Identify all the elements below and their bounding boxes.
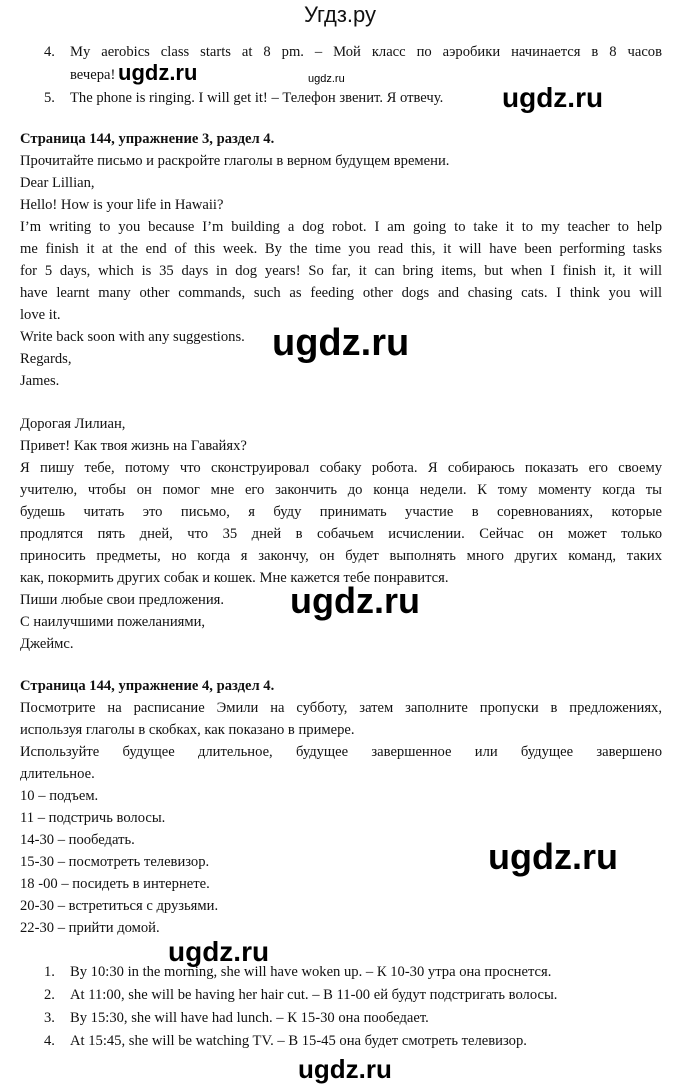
- answer-item: [44, 1008, 429, 1028]
- letter-line: Write back soon with any suggestions.: [20, 329, 245, 345]
- letter-line: Пиши любые свои предложения.: [20, 592, 224, 608]
- letter-line: Я пишу тебе, потому что сконструировал собаку робота. Я собираюсь показать его своему: [20, 460, 662, 476]
- letter-line: me finish it at the end of this week. By the time you read this, it will have been performing tasks: [20, 241, 662, 257]
- schedule-item: 14-30 – пообедать.: [20, 832, 135, 848]
- watermark: ugdz.ru: [118, 60, 198, 85]
- letter-line: Привет! Как твоя жизнь на Гавайях?: [20, 438, 247, 454]
- list-item: [44, 42, 662, 62]
- letter-line: будешь читать это письмо, я буду принимать участие в соревнованиях, которые: [20, 504, 662, 520]
- schedule-item: 18 -00 – посидеть в интернете.: [20, 876, 210, 892]
- answer-number: 4.: [44, 1033, 55, 1049]
- instruction-line: Посмотрите на расписание Эмили на субботу, затем заполните пропуски в предложениях,: [20, 700, 662, 716]
- letter-line: С наилучшими пожеланиями,: [20, 614, 206, 630]
- schedule-item: 22-30 – прийти домой.: [20, 920, 160, 936]
- list-item-continuation: вечера!: [70, 67, 116, 83]
- watermark: ugdz.ru: [298, 1054, 392, 1084]
- letter-line: Dear Lillian,: [20, 175, 95, 191]
- letter-line: I’m writing to you because I’m building a dog robot. I am going to take it to my teacher to help: [20, 219, 662, 235]
- instruction-line: Используйте будущее длительное, будущее завершенное или будущее завершено: [20, 744, 662, 760]
- answer-text: By 15:30, she will have had lunch. – К 15-30 она пообедает.: [70, 1010, 429, 1026]
- section-heading: Страница 144, упражнение 3, раздел 4.: [20, 131, 275, 147]
- section-heading: Страница 144, упражнение 4, раздел 4.: [20, 678, 275, 694]
- site-title: Угдз.ру: [303, 2, 377, 27]
- instruction-line: используя глаголы в скобках, как показано в примере.: [20, 722, 355, 738]
- schedule-item: 11 – подстричь волосы.: [20, 810, 166, 826]
- letter-line: как, покормить других собак и кошек. Мне кажется тебе понравится.: [20, 570, 449, 586]
- answer-item: [44, 1031, 527, 1051]
- letter-line: James.: [20, 373, 60, 389]
- answer-text: By 10:30 in the morning, she will have woken up. – К 10-30 утра она проснется.: [70, 964, 552, 980]
- letter-line: продлятся пять дней, что 35 дней в собачьем исчислении. Сейчас он может только: [20, 526, 662, 542]
- instruction-line: длительное.: [20, 766, 95, 782]
- list-number: 4.: [44, 44, 55, 60]
- list-text: The phone is ringing. I will get it! – Телефон звенит. Я отвечу.: [70, 90, 444, 106]
- answer-text: At 15:45, she will be watching TV. – В 15-45 она будет смотреть телевизор.: [70, 1033, 527, 1049]
- letter-line: Дорогая Лилиан,: [20, 416, 126, 432]
- letter-line: love it.: [20, 307, 61, 323]
- list-item: [44, 88, 443, 108]
- answer-number: 3.: [44, 1010, 55, 1026]
- letter-line: Regards,: [20, 351, 72, 367]
- answer-text: At 11:00, she will be having her hair cut. – В 11-00 ей будут подстригать волосы.: [70, 987, 558, 1003]
- watermark: ugdz.ru: [502, 82, 604, 113]
- watermark: ugdz.ru: [272, 322, 410, 364]
- watermark: ugdz.ru: [488, 836, 618, 877]
- list-number: 5.: [44, 90, 55, 106]
- watermark: ugdz.ru: [168, 936, 270, 967]
- watermark: ugdz.ru: [290, 580, 420, 621]
- letter-line: приносить предметы, но когда я закончу, он будет выполнять много других команд, таких: [20, 548, 662, 564]
- letter-line: have learnt many other commands, such as feeding other dogs and chasing cats. I think you will: [20, 285, 662, 301]
- schedule-item: 10 – подъем.: [20, 788, 99, 804]
- answer-item: [44, 985, 557, 1005]
- answer-number: 1.: [44, 964, 55, 980]
- letter-line: учителю, чтобы он помог мне его закончить до конца недели. К тому моменту когда ты: [20, 482, 662, 498]
- schedule-item: 15-30 – посмотреть телевизор.: [20, 854, 210, 870]
- letter-line: for 5 days, which is 35 days in dog years! So far, it can bring items, but when I finish it, it will: [20, 263, 662, 279]
- schedule-item: 20-30 – встретиться с друзьями.: [20, 898, 219, 914]
- watermark-small: ugdz.ru: [308, 73, 345, 85]
- answer-item: [44, 962, 551, 982]
- list-text: My aerobics class starts at 8 pm. – Мой класс по аэробики начинается в 8 часов: [70, 44, 662, 60]
- answer-number: 2.: [44, 987, 55, 1003]
- letter-line: Джеймс.: [20, 636, 74, 652]
- letter-line: Hello! How is your life in Hawaii?: [20, 197, 224, 213]
- instruction: Прочитайте письмо и раскройте глаголы в верном будущем времени.: [20, 153, 450, 169]
